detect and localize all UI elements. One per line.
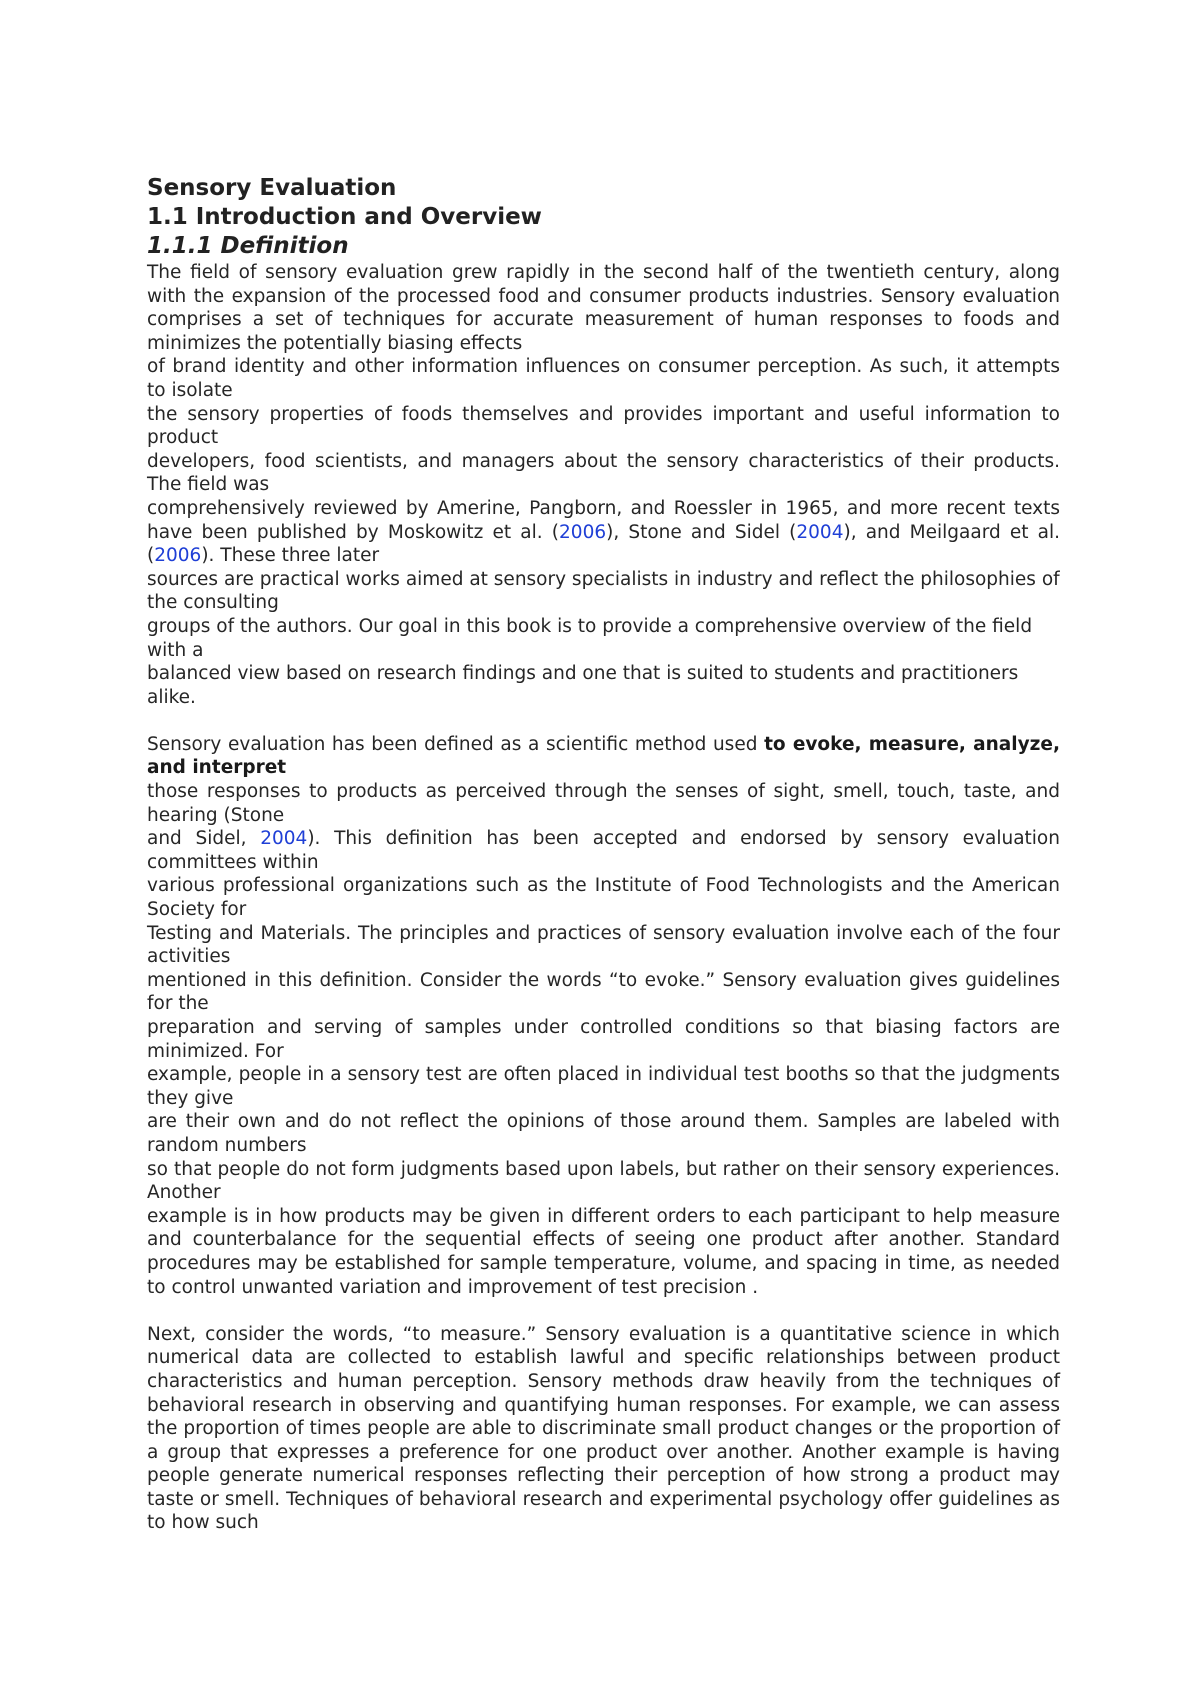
document-body xyxy=(147,174,1060,1535)
p1-citation-line: comprehensively reviewed by Amerine, Pangborn, and Roessler in 1965, and more recent texts have been published by Moskowitz et al. (2006), Stone and Sidel (2004), and Meilgaard et al. (2006). These three later xyxy=(147,497,1061,567)
document-title: Sensory Evaluation xyxy=(147,175,397,201)
citation-link[interactable]: 2004 xyxy=(260,828,308,850)
p2-line-block: mentioned in this definition. Consider the words “to evoke.” Sensory evaluation gives guidelines for the xyxy=(147,969,1060,1015)
p2-citation-line: and Sidel, 2004). This definition has been accepted and endorsed by sensory evaluation committees within xyxy=(147,828,1060,873)
paragraph-1 xyxy=(147,261,1060,709)
p2-line-block: so that people do not form judgments based upon labels, but rather on their sensory experiences. Another xyxy=(147,1158,1060,1204)
section-heading: 1.1 Introduction and Overview xyxy=(147,204,542,230)
citation-link[interactable]: 2006 xyxy=(559,521,607,543)
p1-line-block: of brand identity and other information influences on consumer perception. As such, it attempts to isolate xyxy=(147,356,1060,401)
p1-line-block: the sensory properties of foods themselves and provides important and useful information to product xyxy=(147,403,1060,449)
p2-line-block: are their own and do not reflect the opinions of those around them. Samples are labeled with random numbers xyxy=(147,1111,1060,1156)
p2-line-block: example is in how products may be given in different orders to each participant to help measure and counterbalance for the sequential effects of seeing one product after another. Standard procedures may be established for sample temperature, volume, and spacing in time, as needed to control unwanted variation and improvement of test precision . xyxy=(147,1205,1060,1298)
paragraph-3: Next, consider the words, “to measure.” Sensory evaluation is a quantitative science in which numerical data are collected to establish lawful and specific relationships between product characteristics and human perception. Sensory methods draw heavily from the techniques of behavioral research in observing and quantifying human responses. For example, we can assess the proportion of times people are able to discriminate small product changes or the proportion of a group that expresses a preference for one product over another. Another example is having people generate numerical responses reflecting their perception of how strong a product may taste or smell. Techniques of behavioral research and experimental psychology offer guidelines as to how such xyxy=(147,1323,1060,1534)
p2-line-block: example, people in a sensory test are often placed in individual test booths so that the judgments they give xyxy=(147,1064,1060,1109)
p1-line-block: balanced view based on research findings and one that is suited to students and practitioners alike. xyxy=(147,663,1019,708)
subsection-heading: 1.1.1 Definition xyxy=(147,233,349,259)
p1-line-block: developers, food scientists, and managers about the sensory characteristics of their products. The field was xyxy=(147,450,1060,496)
p1-line-block: The field of sensory evaluation grew rapidly in the second half of the twentieth century, along with the expansion of the processed food and consumer products industries. Sensory evaluation comprises a set of techniques for accurate measurement of human responses to foods and minimizes the potentially biasing effects xyxy=(147,262,1060,354)
citation-link[interactable]: 2006 xyxy=(154,545,202,567)
p1-line-block: sources are practical works aimed at sensory specialists in industry and reflect the philosophies of the consulting xyxy=(147,568,1060,614)
paragraph-gap xyxy=(147,709,1060,733)
p1-line-block: groups of the authors. Our goal in this book is to provide a comprehensive overview of the field with a xyxy=(147,615,1033,661)
paragraph-2 xyxy=(147,733,1060,1299)
p2-line-block: various professional organizations such as the Institute of Food Technologists and the American Society for xyxy=(147,875,1060,921)
citation-link[interactable]: 2004 xyxy=(796,521,844,543)
p2-line-block: Testing and Materials. The principles and practices of sensory evaluation involve each of the four activities xyxy=(147,922,1060,968)
bold-phrase: to evoke, measure, analyze, and interpret xyxy=(147,733,1060,779)
p2-line-block: Sensory evaluation has been defined as a scientific method used to evoke, measure, analyze, and interpret xyxy=(147,733,1060,779)
paragraph-gap xyxy=(147,1299,1060,1323)
p2-line-block: those responses to products as perceived through the senses of sight, smell, touch, taste, and hearing (Stone xyxy=(147,781,1060,826)
p2-line-block: preparation and serving of samples under controlled conditions so that biasing factors are minimized. For xyxy=(147,1017,1060,1062)
